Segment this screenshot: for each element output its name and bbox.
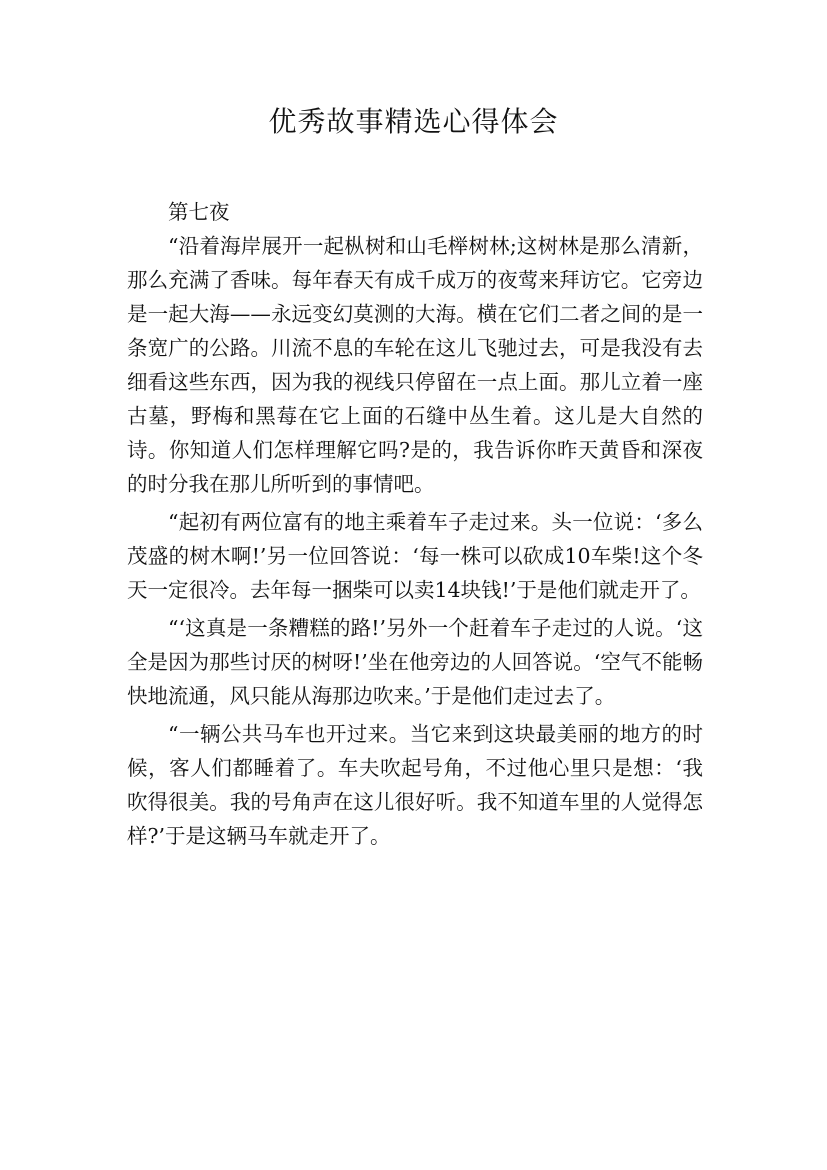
- body-paragraph-2: “起初有两位富有的地主乘着车子走过来。头一位说：‘多么茂盛的树木啊!’另一位回答说：‘每一株可以砍成10车柴!这个冬天一定很冷。去年每一捆柴可以卖14块钱!’于是他们就走开了。: [127, 510, 703, 602]
- body-paragraph-1: “沿着海岸展开一起枞树和山毛榉树林;这树林是那么清新，那么充满了香味。每年春天有成千成万的夜莺来拜访它。它旁边是一起大海——永远变幻莫测的大海。横在它们二者之间的是一条宽广的公路。川流不息的车轮在这儿飞驰过去，可是我没有去细看这些东西，因为我的视线只停留在一点上面。那儿立着一座古墓，野梅和黑莓在它上面的石缝中丛生着。这儿是大自然的诗。你知道人们怎样理解它吗?是的，我告诉你昨天黄昏和深夜的时分我在那儿所听到的事情吧。: [127, 234, 703, 496]
- document-body: [127, 195, 703, 857]
- body-paragraph-3: “‘这真是一条糟糕的路!’另外一个赶着车子走过的人说。‘这全是因为那些讨厌的树呀!’坐在他旁边的人回答说。‘空气不能畅快地流通，风只能从海那边吹来。’于是他们走过去了。: [127, 616, 703, 708]
- document-title: 优秀故事精选心得体会: [268, 105, 559, 138]
- chapter-heading: 第七夜: [168, 200, 230, 224]
- body-paragraph-4: “一辆公共马车也开过来。当它来到这块最美丽的地方的时候，客人们都睡着了。车夫吹起号角，不过他心里只是想：‘我吹得很美。我的号角声在这儿很好听。我不知道车里的人觉得怎样?’于是这辆马车就走开了。: [127, 722, 703, 848]
